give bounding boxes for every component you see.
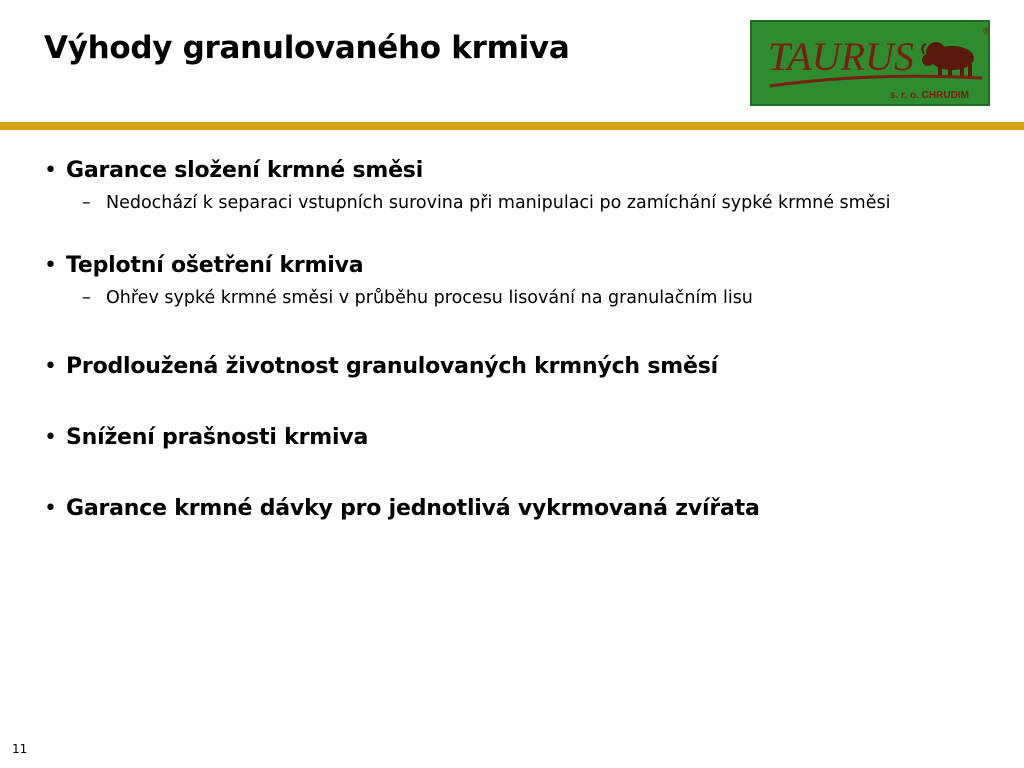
sub-bullet xyxy=(44,284,984,312)
sub-bullet-text: Ohřev sypké krmné směsi v průběhu procesu lisování na granulačním lisu xyxy=(106,288,753,308)
logo-subtitle: s. r. o. CHRUDIM xyxy=(890,90,969,101)
bullet-title xyxy=(44,354,984,379)
dash-icon: – xyxy=(82,288,91,308)
list-item xyxy=(44,425,984,450)
bullet-icon: • xyxy=(44,425,57,450)
bullet-title xyxy=(44,158,984,183)
list-item xyxy=(44,354,984,379)
bullet-title xyxy=(44,253,984,278)
bullet-title xyxy=(44,425,984,450)
slide-number: 11 xyxy=(12,742,28,756)
bullet-title-text: Prodloužená životnost granulovaných krmných směsí xyxy=(66,354,718,379)
bullet-title-text: Teplotní ošetření krmiva xyxy=(66,253,364,278)
bullet-icon: • xyxy=(44,253,57,278)
logo-registered: ® xyxy=(983,26,990,36)
bullet-icon: • xyxy=(44,354,57,379)
list-item xyxy=(44,496,984,521)
bullet-title-text: Garance krmné dávky pro jednotlivá vykrmovaná zvířata xyxy=(66,496,760,521)
bullet-title-text: Snížení prašnosti krmiva xyxy=(66,425,369,450)
bullet-title xyxy=(44,496,984,521)
bullet-icon: • xyxy=(44,158,57,183)
sub-bullet-text: Nedochází k separaci vstupních surovina při manipulaci po zamíchání sypké krmné směsi xyxy=(106,193,891,213)
logo-brand: TAURUS xyxy=(768,34,914,79)
title-divider xyxy=(0,122,1024,130)
bullet-title-text: Garance složení krmné směsi xyxy=(66,158,424,183)
bullet-icon: • xyxy=(44,496,57,521)
taurus-logo xyxy=(750,20,990,106)
dash-icon: – xyxy=(82,193,91,213)
list-item xyxy=(44,158,984,217)
page-title: Výhody granulovaného krmiva xyxy=(44,30,570,66)
sub-bullet xyxy=(44,189,984,217)
bullet-list xyxy=(44,158,984,521)
list-item xyxy=(44,253,984,312)
